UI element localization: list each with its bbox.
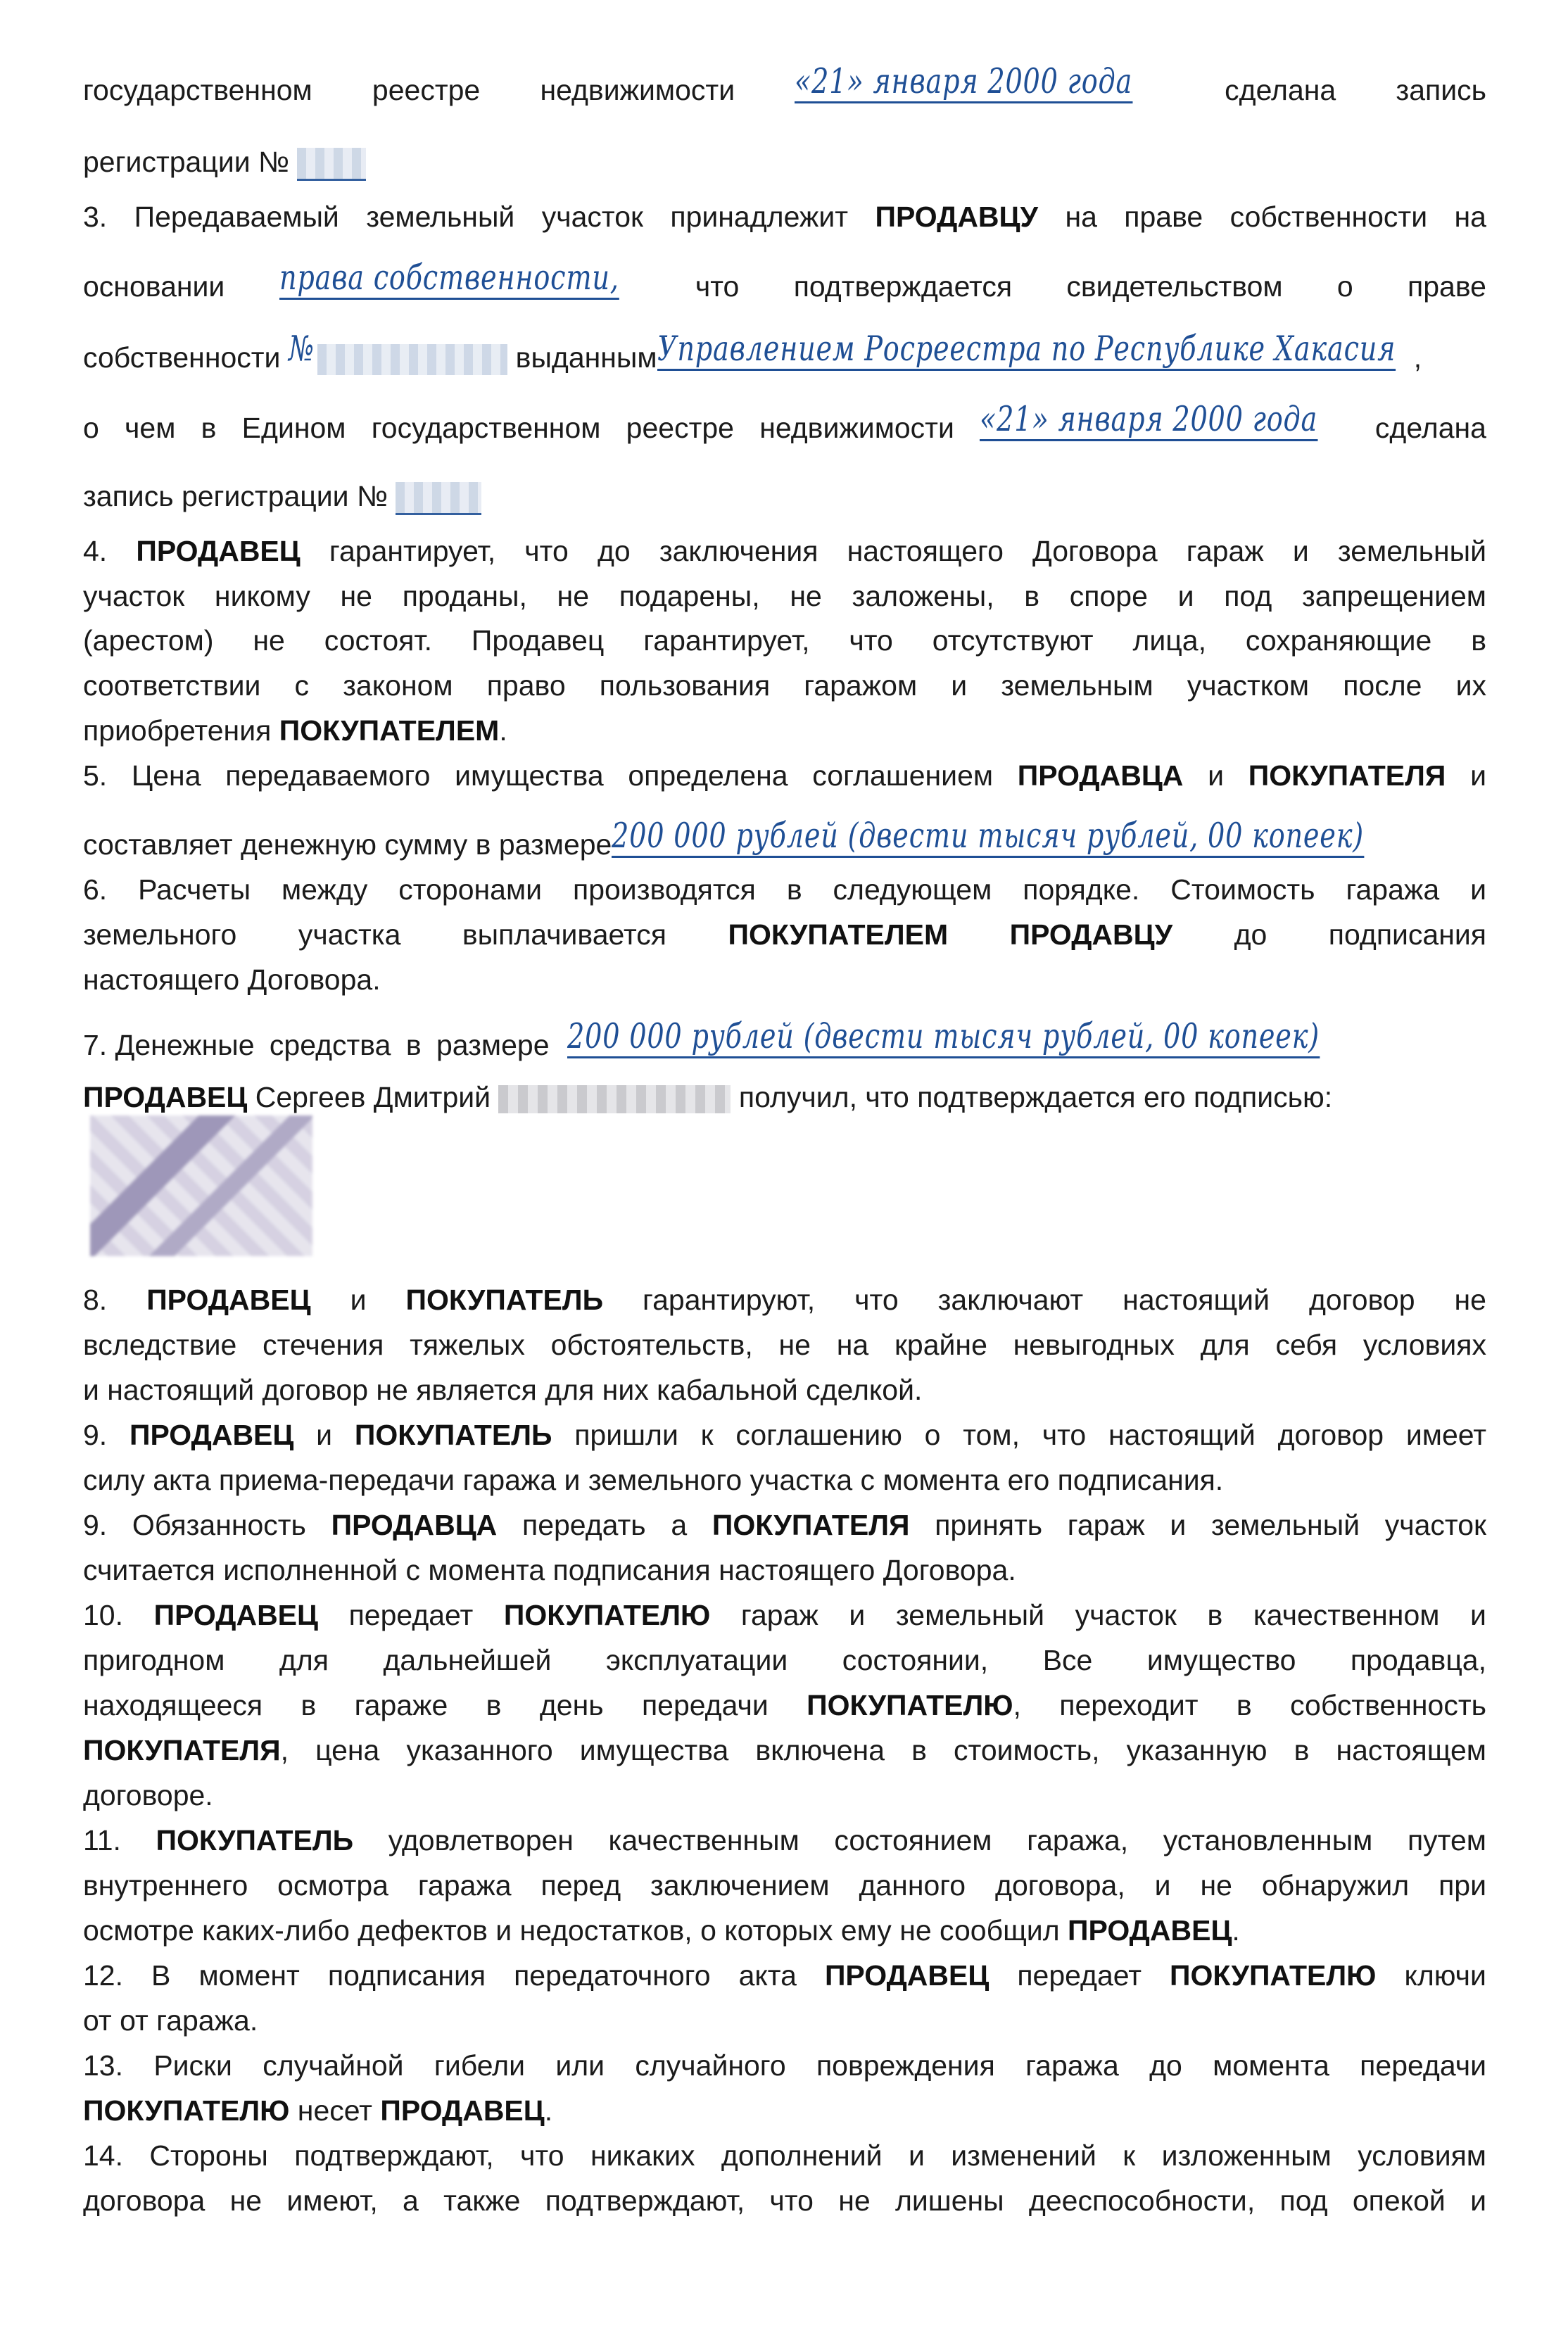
text-line: считается исполненной с момента подписания настоящего Договора. [83,1554,1016,1586]
text-line: запись регистрации № [83,479,1486,515]
text-line: соответствии с законом право пользования гаражом и земельным участком после их [83,669,1486,702]
redacted-number [396,482,481,515]
text-line: ПОКУПАТЕЛЯ, цена указанного имущества включена в стоимость, указанную в настоящем [83,1734,1486,1766]
text-line: от от гаража. [83,2004,258,2037]
handwritten-issuer: Управлением Росреестра по Республике Хакасия [657,329,1396,371]
text-line: о чем в Едином государственном реестре недвижимости «21» января 2000 года сделана [83,399,1486,444]
clause-4: 4. ПРОДАВЕЦ гарантирует, что до заключения настоящего Договора гараж и земельный [83,535,1486,567]
clause-13: 13. Риски случайной гибели или случайного повреждения гаража до момента передачи [83,2049,1486,2082]
text-line: государственном реестре недвижимости «21» января 2000 года сделана запись [83,61,1486,106]
text-line: участок никому не проданы, не подарены, не заложены, в споре и под запрещением [83,580,1486,612]
clause-14: 14. Стороны подтверждают, что никаких дополнений и изменений к изложенным условиям [83,2139,1486,2172]
text-line: настоящего Договора. [83,963,381,996]
text-line: осмотре каких-либо дефектов и недостатков, о которых ему не сообщил ПРОДАВЕЦ. [83,1914,1240,1947]
text-line: вследствие стечения тяжелых обстоятельств, не на крайне невыгодных для себя условиях [83,1329,1486,1361]
handwritten-date: «21» января 2000 года [795,62,1132,103]
text-line: приобретения ПОКУПАТЕЛЕМ. [83,714,507,747]
clause-5: 5. Цена передаваемого имущества определена соглашением ПРОДАВЦА и ПОКУПАТЕЛЯ и [83,759,1486,792]
text-line: внутреннего осмотра гаража перед заключением данного договора, и не обнаружил при [83,1869,1486,1902]
handwritten-basis: права собственности, [279,258,619,300]
clause-12: 12. В момент подписания передаточного акта ПРОДАВЕЦ передает ПОКУПАТЕЛЮ ключи [83,1959,1486,1992]
text-line: регистрации № [83,144,1486,181]
clause-9-b: 9. Обязанность ПРОДАВЦА передать а ПОКУПАТЕЛЯ принять гараж и земельный участок [83,1509,1486,1541]
redacted-certificate-number [317,344,507,375]
text-line: пригодном для дальнейшей эксплуатации состоянии, Все имущество продавца, [83,1644,1486,1676]
clause-7: 7. Денежные средства в размере 200 000 рублей (двести тысяч рублей, 00 копеек) [83,1016,1320,1061]
clause-10: 10. ПРОДАВЕЦ передает ПОКУПАТЕЛЮ гараж и земельный участок в качественном и [83,1599,1486,1631]
text-line: договоре. [83,1779,213,1811]
text-line: силу акта приема-передачи гаража и земельного участка с момента его подписания. [83,1464,1224,1496]
text-line: основании права собственности, что подтверждается свидетельством о праве [83,258,1486,303]
text-line: ПОКУПАТЕЛЮ несет ПРОДАВЕЦ. [83,2094,553,2127]
signature-redacted [90,1115,312,1256]
clause-3: 3. Передаваемый земельный участок принадлежит ПРОДАВЦУ на праве собственности на [83,201,1486,233]
handwritten-amount: 200 000 рублей (двести тысяч рублей, 00 копеек) [612,816,1364,858]
text-line: и настоящий договор не является для них кабальной сделкой. [83,1374,923,1406]
text-line: собственности № выданнымУправлением Росреестра по Республике Хакасия , [83,336,1486,378]
clause-8: 8. ПРОДАВЕЦ и ПОКУПАТЕЛЬ гарантируют, что заключают настоящий договор не [83,1284,1486,1316]
text-line: договора не имеют, а также подтверждают, что не лишены дееспособности, под опекой и [83,2184,1486,2217]
clause-11: 11. ПОКУПАТЕЛЬ удовлетворен качественным состоянием гаража, установленным путем [83,1824,1486,1856]
redacted-patronymic [498,1085,731,1113]
text-line: составляет денежную сумму в размере200 000 рублей (двести тысяч рублей, 00 копеек) [83,816,1365,861]
clause-6: 6. Расчеты между сторонами производятся в следующем порядке. Стоимость гаража и [83,873,1486,906]
text-line: ПРОДАВЕЦ Сергеев Дмитрий получил, что подтверждается его подписью: [83,1081,1333,1113]
text-line: земельного участка выплачивается ПОКУПАТЕЛЕМ ПРОДАВЦУ до подписания [83,918,1486,951]
handwritten-date: «21» января 2000 года [980,400,1317,441]
handwritten-amount: 200 000 рублей (двести тысяч рублей, 00 копеек) [567,1017,1320,1058]
text-line: находящееся в гараже в день передачи ПОКУПАТЕЛЮ, переходит в собственность [83,1689,1486,1721]
redacted-number [297,148,366,181]
text-line: (арестом) не состоят. Продавец гарантирует, что отсутствуют лица, сохраняющие в [83,624,1486,657]
clause-9-a: 9. ПРОДАВЕЦ и ПОКУПАТЕЛЬ пришли к соглашению о том, что настоящий договор имеет [83,1419,1486,1451]
